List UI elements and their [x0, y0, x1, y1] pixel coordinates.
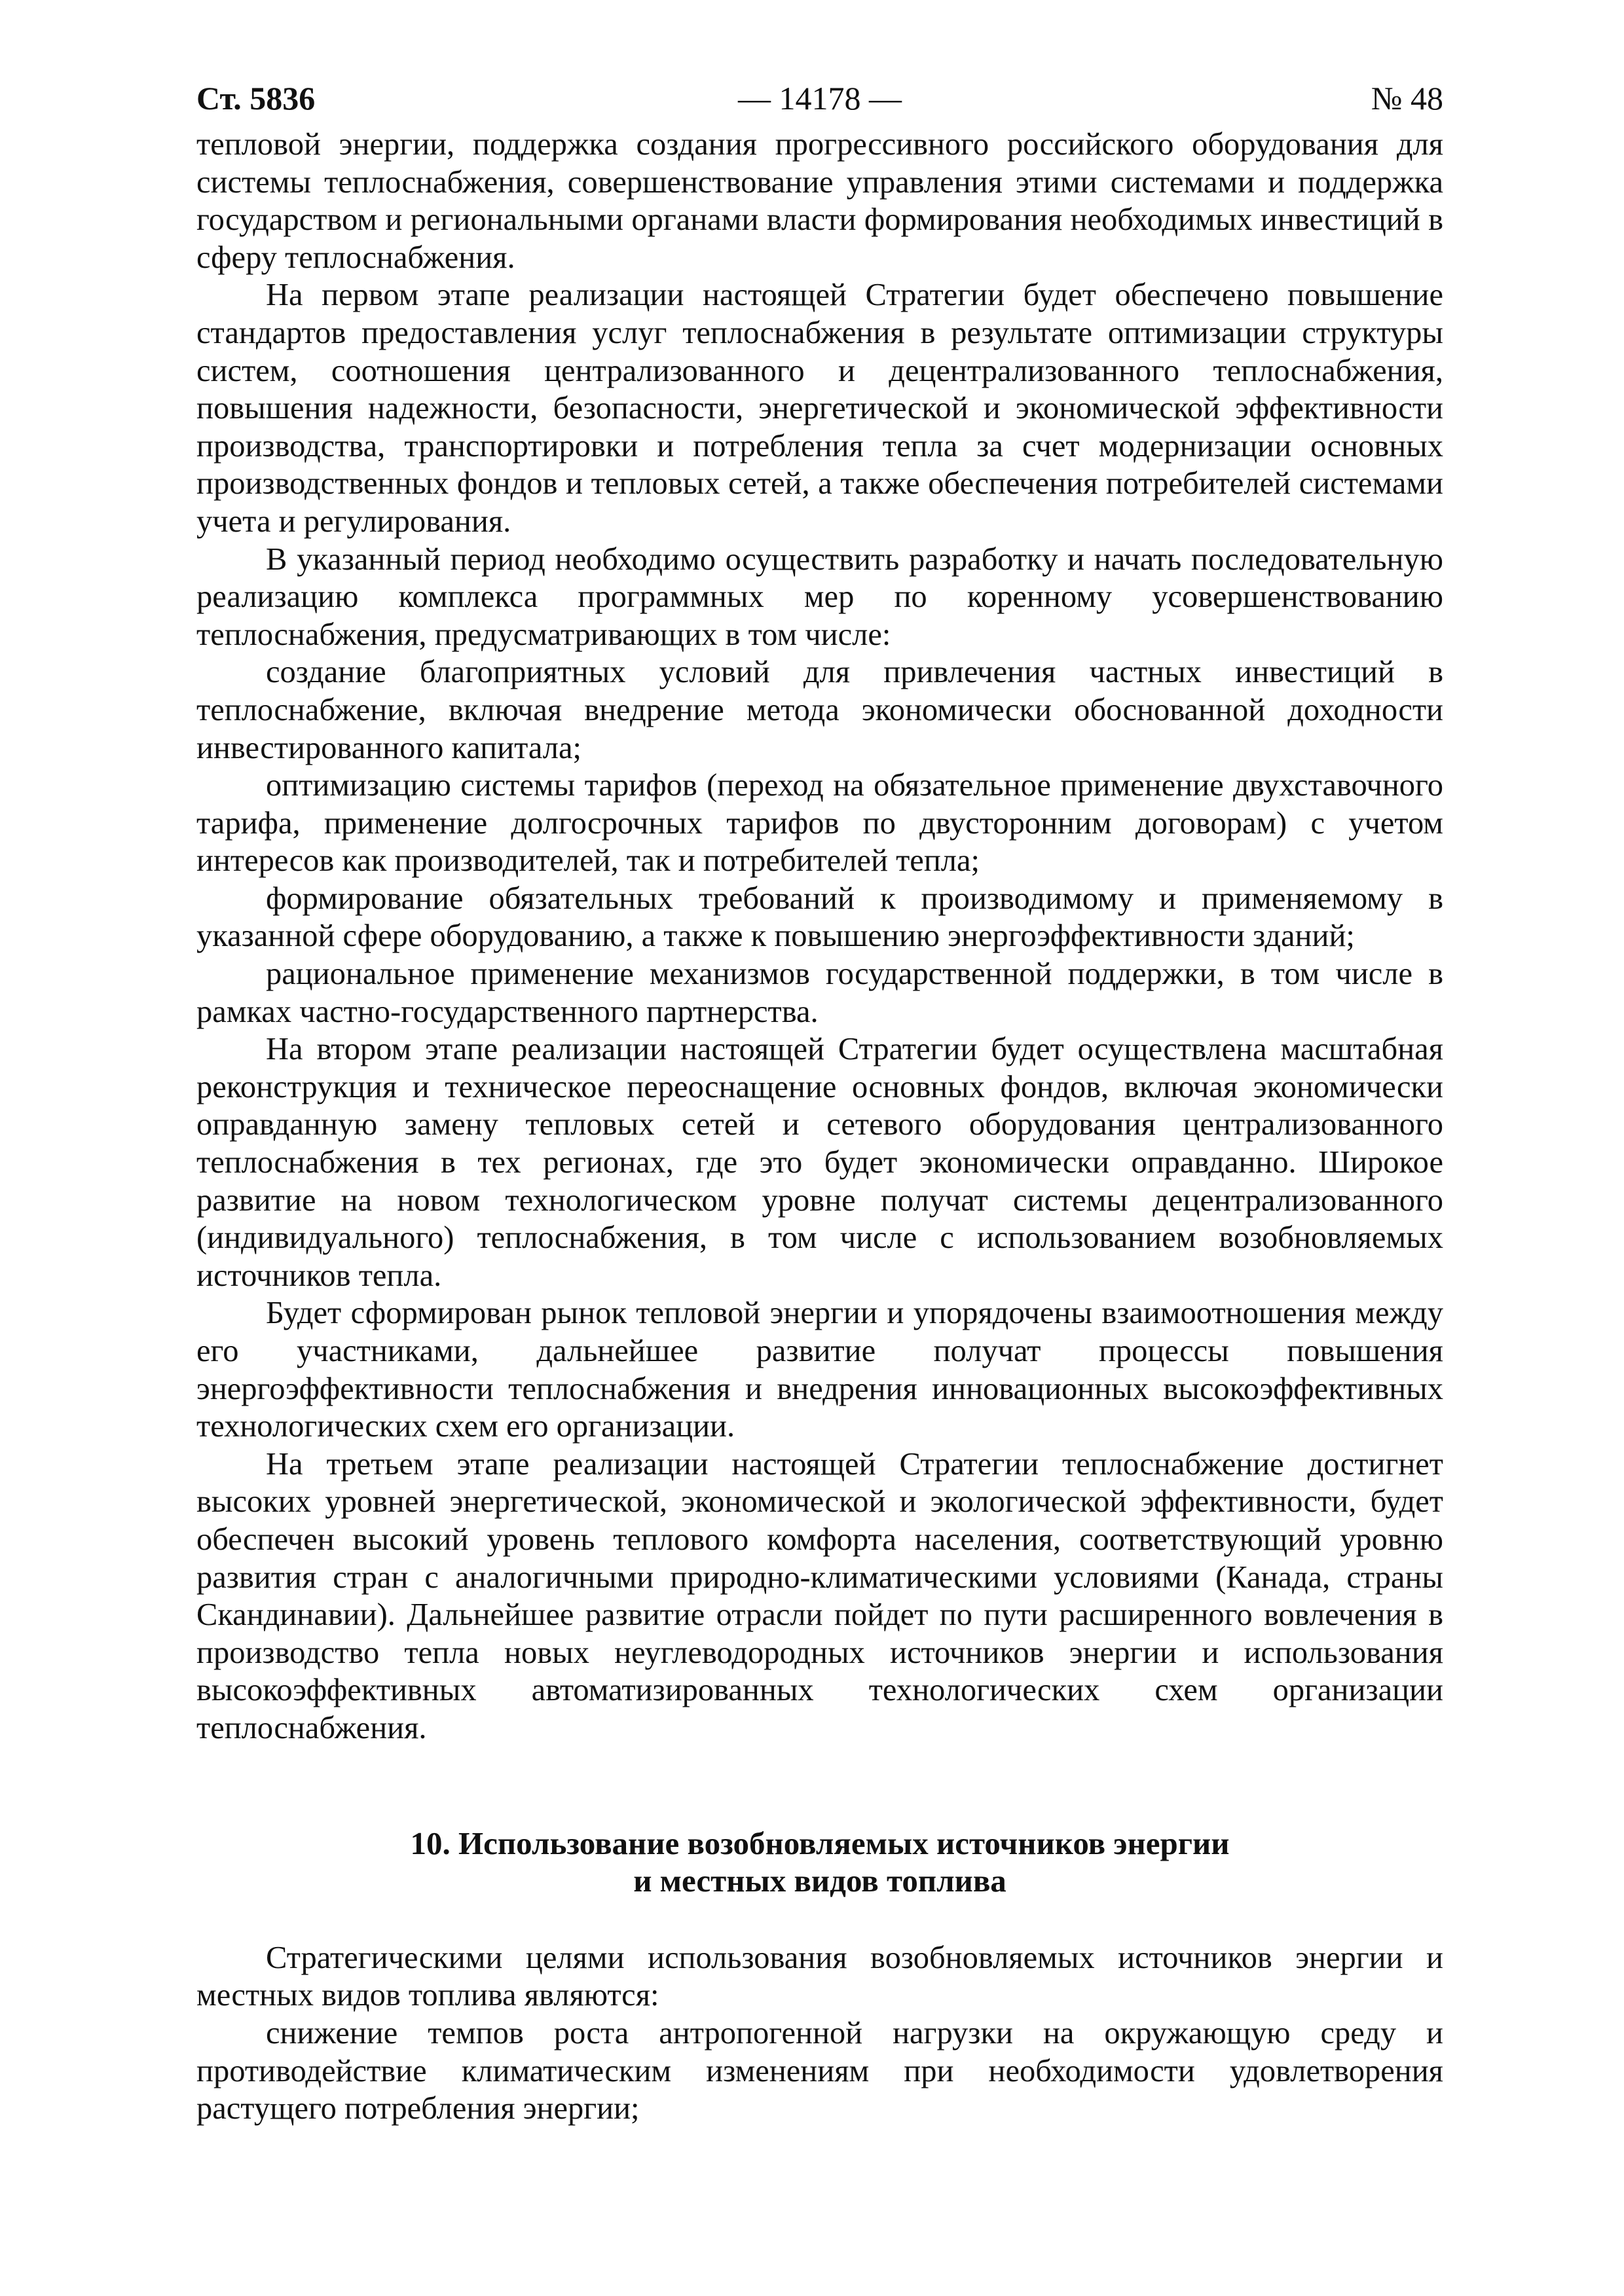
document-body — [196, 126, 1443, 2128]
paragraph: На втором этапе реализации настоящей Стратегии будет осуществлена масштабная реконструкция и техническое переоснащение основных фондов, включая экономически оправданную замену тепловых сетей и сетевого оборудования централизованного теплоснабжения в тех регионах, где это будет экономически оправданно. Широкое развитие на новом технологическом уровне получат системы децентрализованного (индивидуального) теплоснабжения, в том числе с использованием возобновляемых источников тепла. — [196, 1032, 1443, 1293]
paragraph: тепловой энергии, поддержка создания прогрессивного российского оборудования для системы теплоснабжения, совершенствование управления этими системами и поддержка государством и региональными органами власти формирования необходимых инвестиций в сферу теплоснабжения. — [196, 127, 1443, 275]
document-page — [196, 71, 1443, 2128]
list-item: снижение темпов роста антропогенной нагрузки на окружающую среду и противодействие климатическим изменениям при необходимости удовлетворения растущего потребления энергии; — [196, 2015, 1443, 2126]
section-title-line-1: 10. Использование возобновляемых источников энергии — [410, 1825, 1230, 1861]
list-item: формирование обязательных требований к производимому и применяемому в указанной сфере оборудованию, а также к повышению энергоэффективности зданий; — [196, 881, 1443, 954]
section-title — [196, 1825, 1443, 1900]
article-number: Ст. 5836 — [196, 80, 316, 117]
list-item: рациональное применение механизмов государственной поддержки, в том числе в рамках частно-государственного партнерства. — [196, 957, 1443, 1029]
paragraph: На первом этапе реализации настоящей Стратегии будет обеспечено повышение стандартов предоставления услуг теплоснабжения в результате оптимизации структуры систем, соотношения централизованного и децентрализованного теплоснабжения, повышения надежности, безопасности, энергетической и экономической эффективности производства, транспортировки и потребления тепла за счет модернизации основных производственных фондов и тепловых сетей, а также обеспечения потребителей системами учета и регулирования. — [196, 278, 1443, 539]
list-item: создание благоприятных условий для привлечения частных инвестиций в теплоснабжение, включая внедрение метода экономически обоснованной доходности инвестированного капитала; — [196, 655, 1443, 765]
section-title-line-2: и местных видов топлива — [633, 1863, 1006, 1899]
paragraph: Будет сформирован рынок тепловой энергии и упорядочены взаимоотношения между его участниками, дальнейшее развитие получат процессы повышения энергоэффективности теплоснабжения и внедрения инновационных высокоэффективных технологических схем его организации. — [196, 1296, 1443, 1444]
paragraph: В указанный период необходимо осуществить разработку и начать последовательную реализацию комплекса программных мер по коренному усовершенствованию теплоснабжения, предусматривающих в том числе: — [196, 541, 1443, 652]
issue-number: № 48 — [1371, 80, 1443, 117]
page-number: — 14178 — — [738, 80, 902, 117]
page-header — [196, 71, 1443, 126]
list-item: оптимизацию системы тарифов (переход на обязательное применение двухставочного тарифа, применение долгосрочных тарифов по двусторонним договорам) с учетом интересов как производителей, так и потребителей тепла; — [196, 768, 1443, 879]
paragraph: На третьем этапе реализации настоящей Стратегии теплоснабжение достигнет высоких уровней энергетической, экономической и экологической эффективности, будет обеспечен высокий уровень теплового комфорта населения, соответствующий уровню развития стран с аналогичными природно-климатическими условиями (Канада, страны Скандинавии). Дальнейшее развитие отрасли пойдет по пути расширенного вовлечения в производство тепла новых неуглеводородных источников энергии и использования высокоэффективных автоматизированных технологических схем организации теплоснабжения. — [196, 1446, 1443, 1745]
paragraph: Стратегическими целями использования возобновляемых источников энергии и местных видов топлива являются: — [196, 1940, 1443, 2013]
